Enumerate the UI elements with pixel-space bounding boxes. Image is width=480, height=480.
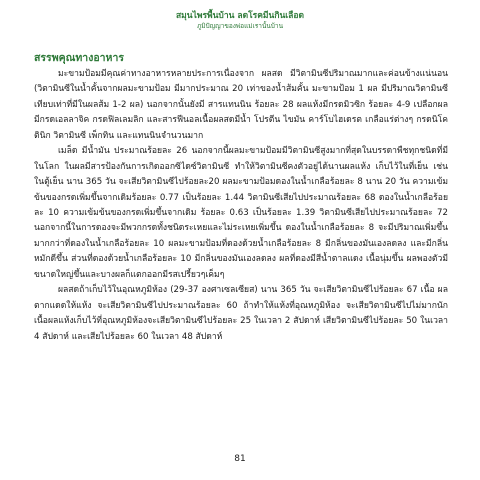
header-title: สมุนไพรพื้นบ้าน ลดโรคมีนกินเลือด [175,11,305,21]
body-text [34,67,448,345]
page-number: 81 [234,454,246,464]
paragraph-2: เมล็ด มีน้ำมัน ประมาณร้อยละ 26 นอกจากนี้ผลมะขามป้อมมีวิตามินซีสูงมากที่สุดในบรรดาพืชทุกชนิดที่มีในโลก ในผลมีสารป้องกันการเกิดออกซิไดซ์วิตามินซี ทำให้วิตามินซีคงตัวอยู่ได้นานผลแห้ง เก็บไว้ในที่เย็น เช่น ในตู้เย็น นาน 365 วัน จะเสียวิตามินซีไปร้อยละ20 ผลมะขามป้อมดองในน้ำเกลือร้อยละ 8 นาน 20 วัน ความเข้มข้นของกรดเพิ่มขึ้นจากเดิมร้อยละ 0.77 เป็นร้อยละ 1.44 วิตามินซีเสียไปประมาณร้อยละ 68 ดองในน้ำเกลือร้อยละ 10 ความเข้มข้นของกรดเพิ่มขึ้นจากเดิม ร้อยละ 0.63 เป็นร้อยละ 1.39 วิตามินซีเสียไปประมาณร้อยละ 72 นอกจากนี้ในการดองจะมีพวกกรดทั้งชนิดระเหยและไม่ระเหยเพิ่มขึ้น ดองในน้ำเกลือร้อยละ 8 จะมีปริมาณเพิ่มขึ้นมากกว่าที่ดองในน้ำเกลือร้อยละ 10 ผลมะขามป้อมที่ดองด้วยน้ำเกลือร้อยละ 8 มีกลิ่นของมันเองลดลง และมีกลิ่นหมักดีขึ้น ส่วนที่ดองด้วยน้ำเกลือร้อยละ 10 มีกลิ่นของมันเองลดลง ผลที่ดองมีสีน้ำตาลแดง เนื้อนุ่มขึ้น ผลพองตัวมีขนาดใหญ่ขึ้นและบางผลก็แตกออกมีรสเปรี้ยวๆเค็มๆ [34,146,448,280]
paragraph-1: มะขามป้อมมีคุณค่าทางอาหารหลายประการเนื่องจาก ผลสด มีวิตามินซีปริมาณมากและค่อนข้างแน่นอน (วิตามินซีในน้ำคั้นจากผลมะขามป้อม มีมากประมาณ 20 เท่าของน้ำส้มคั้น มะขามป้อม 1 ผล มีปริมาณวิตามินซีเทียบเท่าที่มีในผลส้ม 1-2 ผล) นอกจากนั้นยังมี สารแทนนิน ร้อยละ 28 ผลแห้งมีกรดมิวซิก ร้อยละ 4-9 เปลือกผลมีกรดเอลลาจิค กรดฟิลเลมลิก และสารฟีนอลเนื้อผลสดมีน้ำ โปรตีน ไขมัน คาร์โบไฮเดรต เกลือแร่ต่างๆ กรดนิโคตินิก วิตามินซี เพ็กทิน และแทนนินจำนวนมาก [34,69,448,141]
paragraph-3: ผลสดถ้าเก็บไว้ในอุณหภูมิห้อง (29-37 องศาเซลเซียส) นาน 365 วัน จะเสียวิตามินซีไปร้อยละ 67 เนื้อ ผลตากแดดให้แห้ง จะเสียวิตามินซีไปประมาณร้อยละ 60 ถ้าทำให้แห้งที่อุณหภูมิห้อง จะเสียวิตามินซีไปไม่มากนัก เนื้อผลแห้งเก็บไว้ที่อุณหภูมิห้องจะเสียวิตามินซีไปร้อยละ 25 ในเวลา 2 สัปดาห์ เสียวิตามินซีไปร้อยละ 50 ในเวลา 4 สัปดาห์ และเสียไปร้อยละ 60 ในเวลา 48 สัปดาห์ [34,285,448,342]
header-subtitle: ภูมิปัญญาของพ่อแม่เรานั้นบ้าน [196,22,284,30]
section-heading: สรรพคุณทางอาหาร [34,52,124,64]
running-header [0,10,480,31]
